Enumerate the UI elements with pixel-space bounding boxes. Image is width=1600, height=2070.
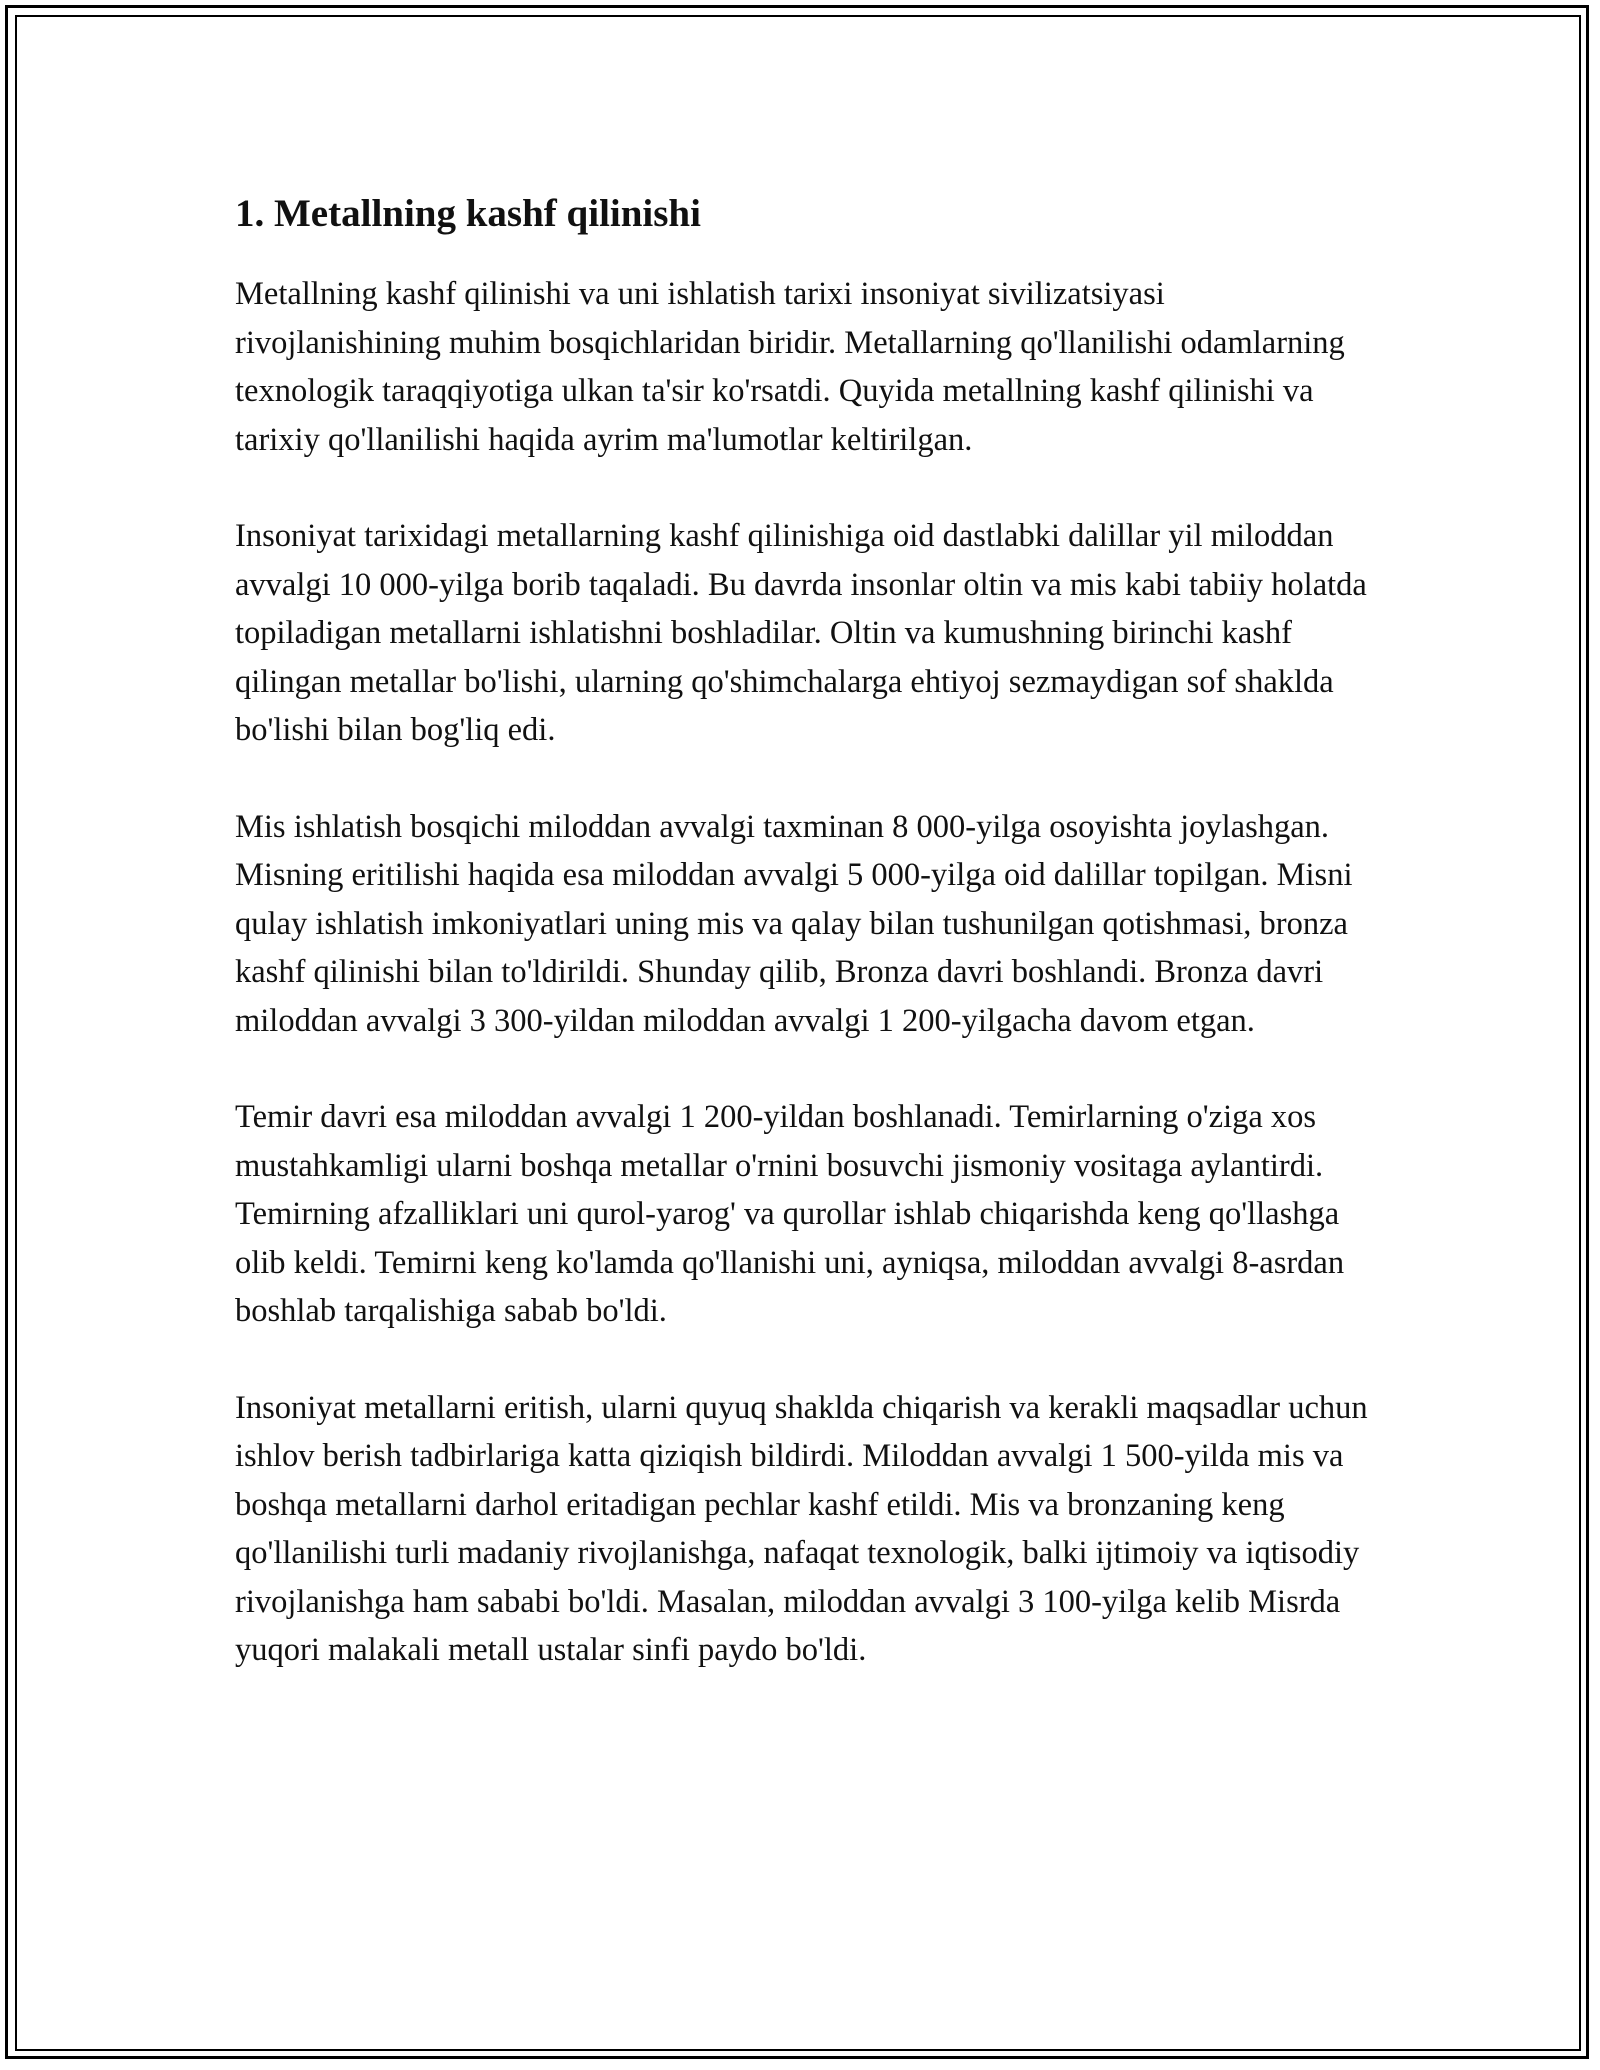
section-heading: 1. Metallning kashf qilinishi bbox=[235, 192, 701, 235]
paragraph-smelting: Insoniyat metallarni eritish, ularni quyuq shaklda chiqarish va kerakli maqsadlar uchun ishlov berish tadbirlariga katta qiziqish bildirdi. Miloddan avvalgi 1 500-yilda mis va boshqa metallarni darhol eritadigan pechlar kashf etildi. Mis va bronzaning keng qo'llanilishi turli madaniy rivojlanishga, nafaqat texnologik, balki ijtimoiy va iqtisodiy rivojlanishga ham sababi bo'ldi. Masalan, miloddan avvalgi 3 100-yilga kelib Misrda yuqori malakali metall ustalar sinfi paydo bo'ldi. bbox=[235, 1389, 1368, 1668]
paragraph-copper-bronze: Mis ishlatish bosqichi miloddan avvalgi taxminan 8 000-yilga osoyishta joylashgan. Misning eritilishi haqida esa miloddan avvalgi 5 000-yilga oid dalillar topilgan. Misni qulay ishlatish imkoniyatlari uning mis va qalay bilan tushunilgan qotishmasi, bronza kashf qilinishi bilan to'ldirildi. Shunday qilib, Bronza davri boshlandi. Bronza davri miloddan avvalgi 3 300-yildan miloddan avvalgi 1 200-yilgacha davom etgan. bbox=[235, 808, 1353, 1039]
document-body bbox=[235, 188, 1375, 1723]
paragraph-intro: Metallning kashf qilinishi va uni ishlatish tarixi insoniyat sivilizatsiyasi rivojlanishining muhim bosqichlaridan biridir. Metallarning qo'llanilishi odamlarning texnologik taraqqiyotiga ulkan ta'sir ko'rsatdi. Quyida metallning kashf qilinishi va tarixiy qo'llanilishi haqida ayrim ma'lumotlar keltirilgan. bbox=[235, 276, 1345, 458]
paragraph-iron-age: Temir davri esa miloddan avvalgi 1 200-yildan boshlanadi. Temirlarning o'ziga xos mustahkamligi ularni boshqa metallar o'rnini bosuvchi jismoniy vositaga aylantirdi. Temirning afzalliklari uni qurol-yarog' va qurollar ishlab chiqarishda keng qo'llashga olib keldi. Temirni keng ko'lamda qo'llanishi uni, ayniqsa, miloddan avvalgi 8-asrdan boshlab tarqalishiga sabab bo'ldi. bbox=[235, 1099, 1345, 1329]
paragraph-early-metals: Insoniyat tarixidagi metallarning kashf qilinishiga oid dastlabki dalillar yil miloddan avvalgi 10 000-yilga borib taqaladi. Bu davrda insonlar oltin va mis kabi tabiiy holatda topiladigan metallarni ishlatishni boshladilar. Oltin va kumushning birinchi kashf qilingan metallar bo'lishi, ularning qo'shimchalarga ehtiyoj sezmaydigan sof shaklda bo'lishi bilan bog'liq edi. bbox=[235, 518, 1367, 748]
